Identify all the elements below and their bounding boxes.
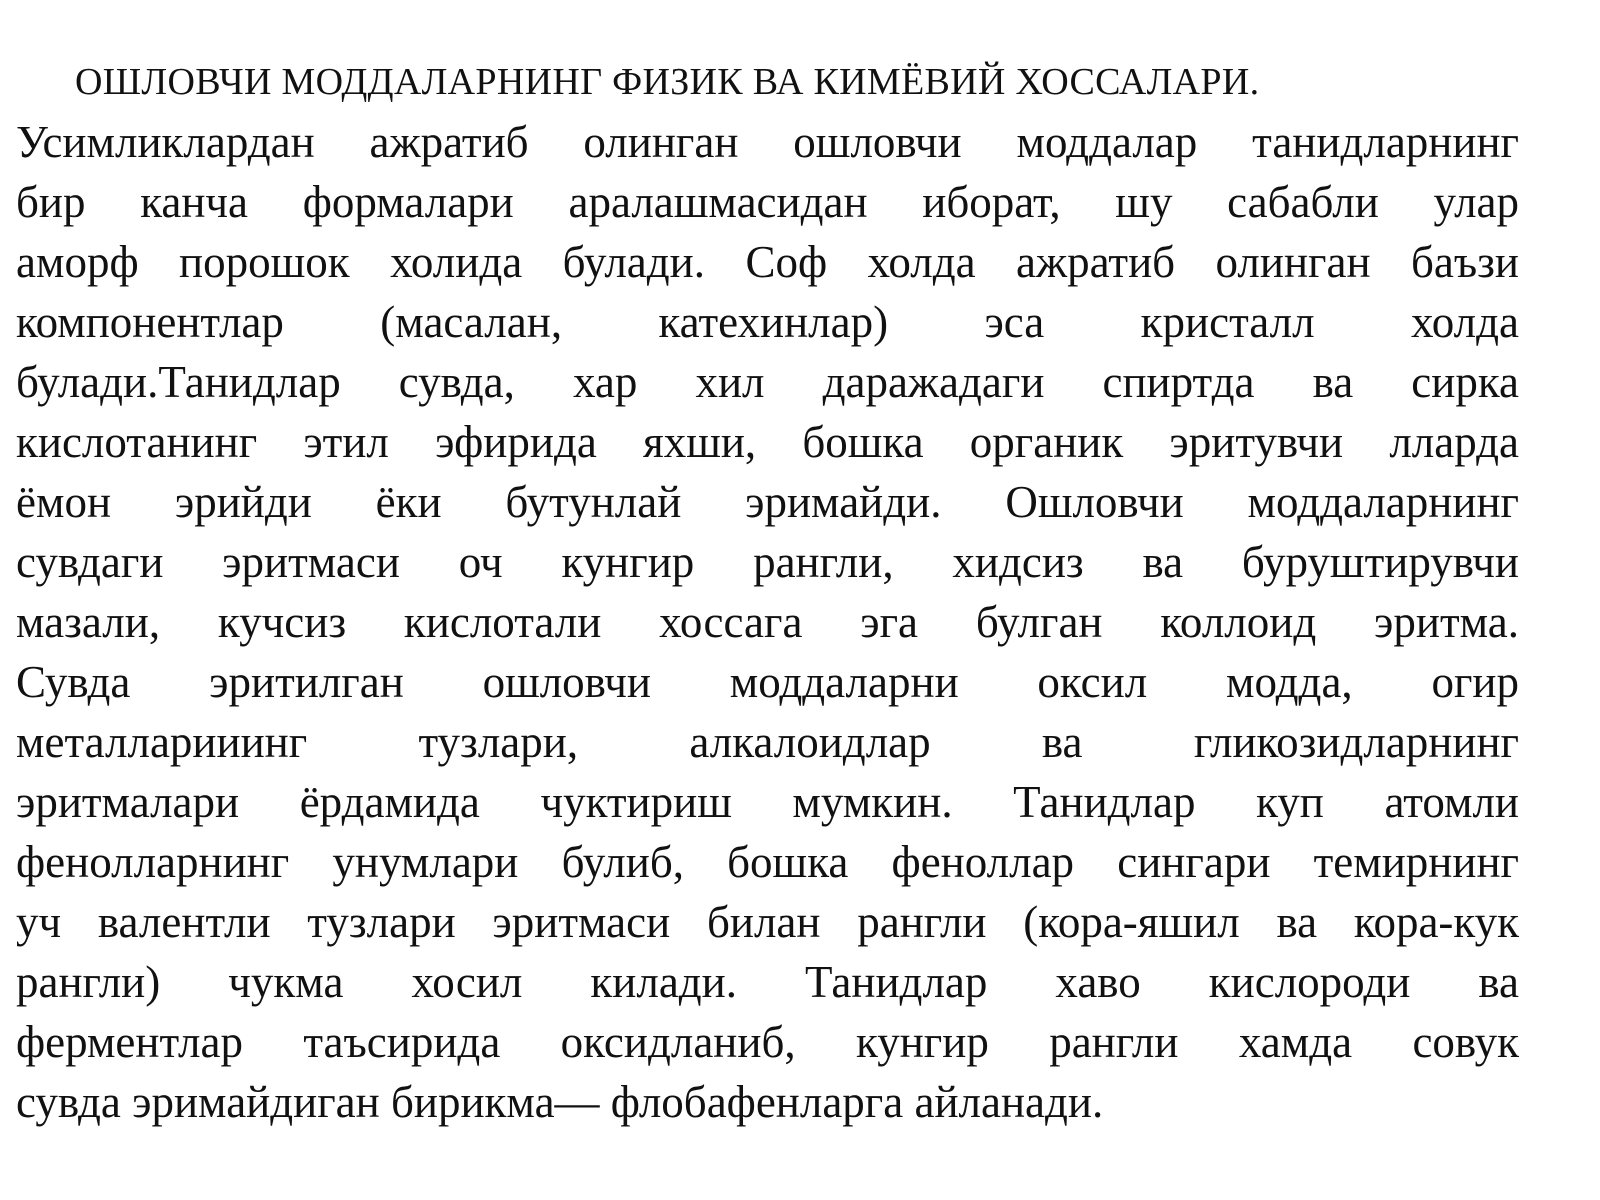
text-line: фенолларнинг унумлари булиб, бошка феноллар сингари темирнинг xyxy=(16,837,1519,887)
text-line: булади.Танидлар сувда, хар хил даражадаги спиртда ва сирка xyxy=(16,357,1519,407)
text-line: эритмалари ёрдамида чуктириш мумкин. Танидлар куп атомли xyxy=(16,777,1519,827)
text-line: кислотанинг этил эфирида яхши, бошка органик эритувчи лларда xyxy=(16,417,1519,467)
text-line-last: сувда эримайдиган бирикма— флобафенларга айланади. xyxy=(16,1077,1104,1127)
text-line: аморф порошок холида булади. Соф холда ажратиб олинган баъзи xyxy=(16,237,1519,287)
text-line: ёмон эрийди ёки бутунлай эримайди. Ошловчи моддаларнинг xyxy=(16,477,1519,527)
text-line: Усимликлардан ажратиб олинган ошловчи моддалар танидларнинг xyxy=(16,117,1519,167)
document-page xyxy=(16,52,1519,1132)
text-line: сувдаги эритмаси оч кунгир рангли, хидсиз ва буруштирувчи xyxy=(16,537,1519,587)
text-line: ферментлар таъсирида оксидланиб, кунгир рангли хамда совук xyxy=(16,1017,1519,1067)
text-line: компонентлар (масалан, катехинлар) эса кристалл холда xyxy=(16,297,1519,347)
text-line: мазали, кучсиз кислотали хоссага эга булган коллоид эритма. xyxy=(16,597,1519,647)
text-line: бир канча формалари аралашмасидан иборат, шу сабабли улар xyxy=(16,177,1519,227)
text-line: уч валентли тузлари эритмаси билан рангли (кора-яшил ва кора-кук xyxy=(16,897,1519,947)
text-line: Сувда эритилган ошловчи моддаларни оксил модда, огир xyxy=(16,657,1519,707)
text-line: рангли) чукма хосил килади. Танидлар хаво кислороди ва xyxy=(16,957,1519,1007)
text-line: металларииинг тузлари, алкалоидлар ва гликозидларнинг xyxy=(16,717,1519,767)
document-title: ОШЛОВЧИ МОДДАЛАРНИНГ ФИЗИК ВА КИМЁВИЙ ХОССАЛАРИ. xyxy=(75,61,1260,103)
